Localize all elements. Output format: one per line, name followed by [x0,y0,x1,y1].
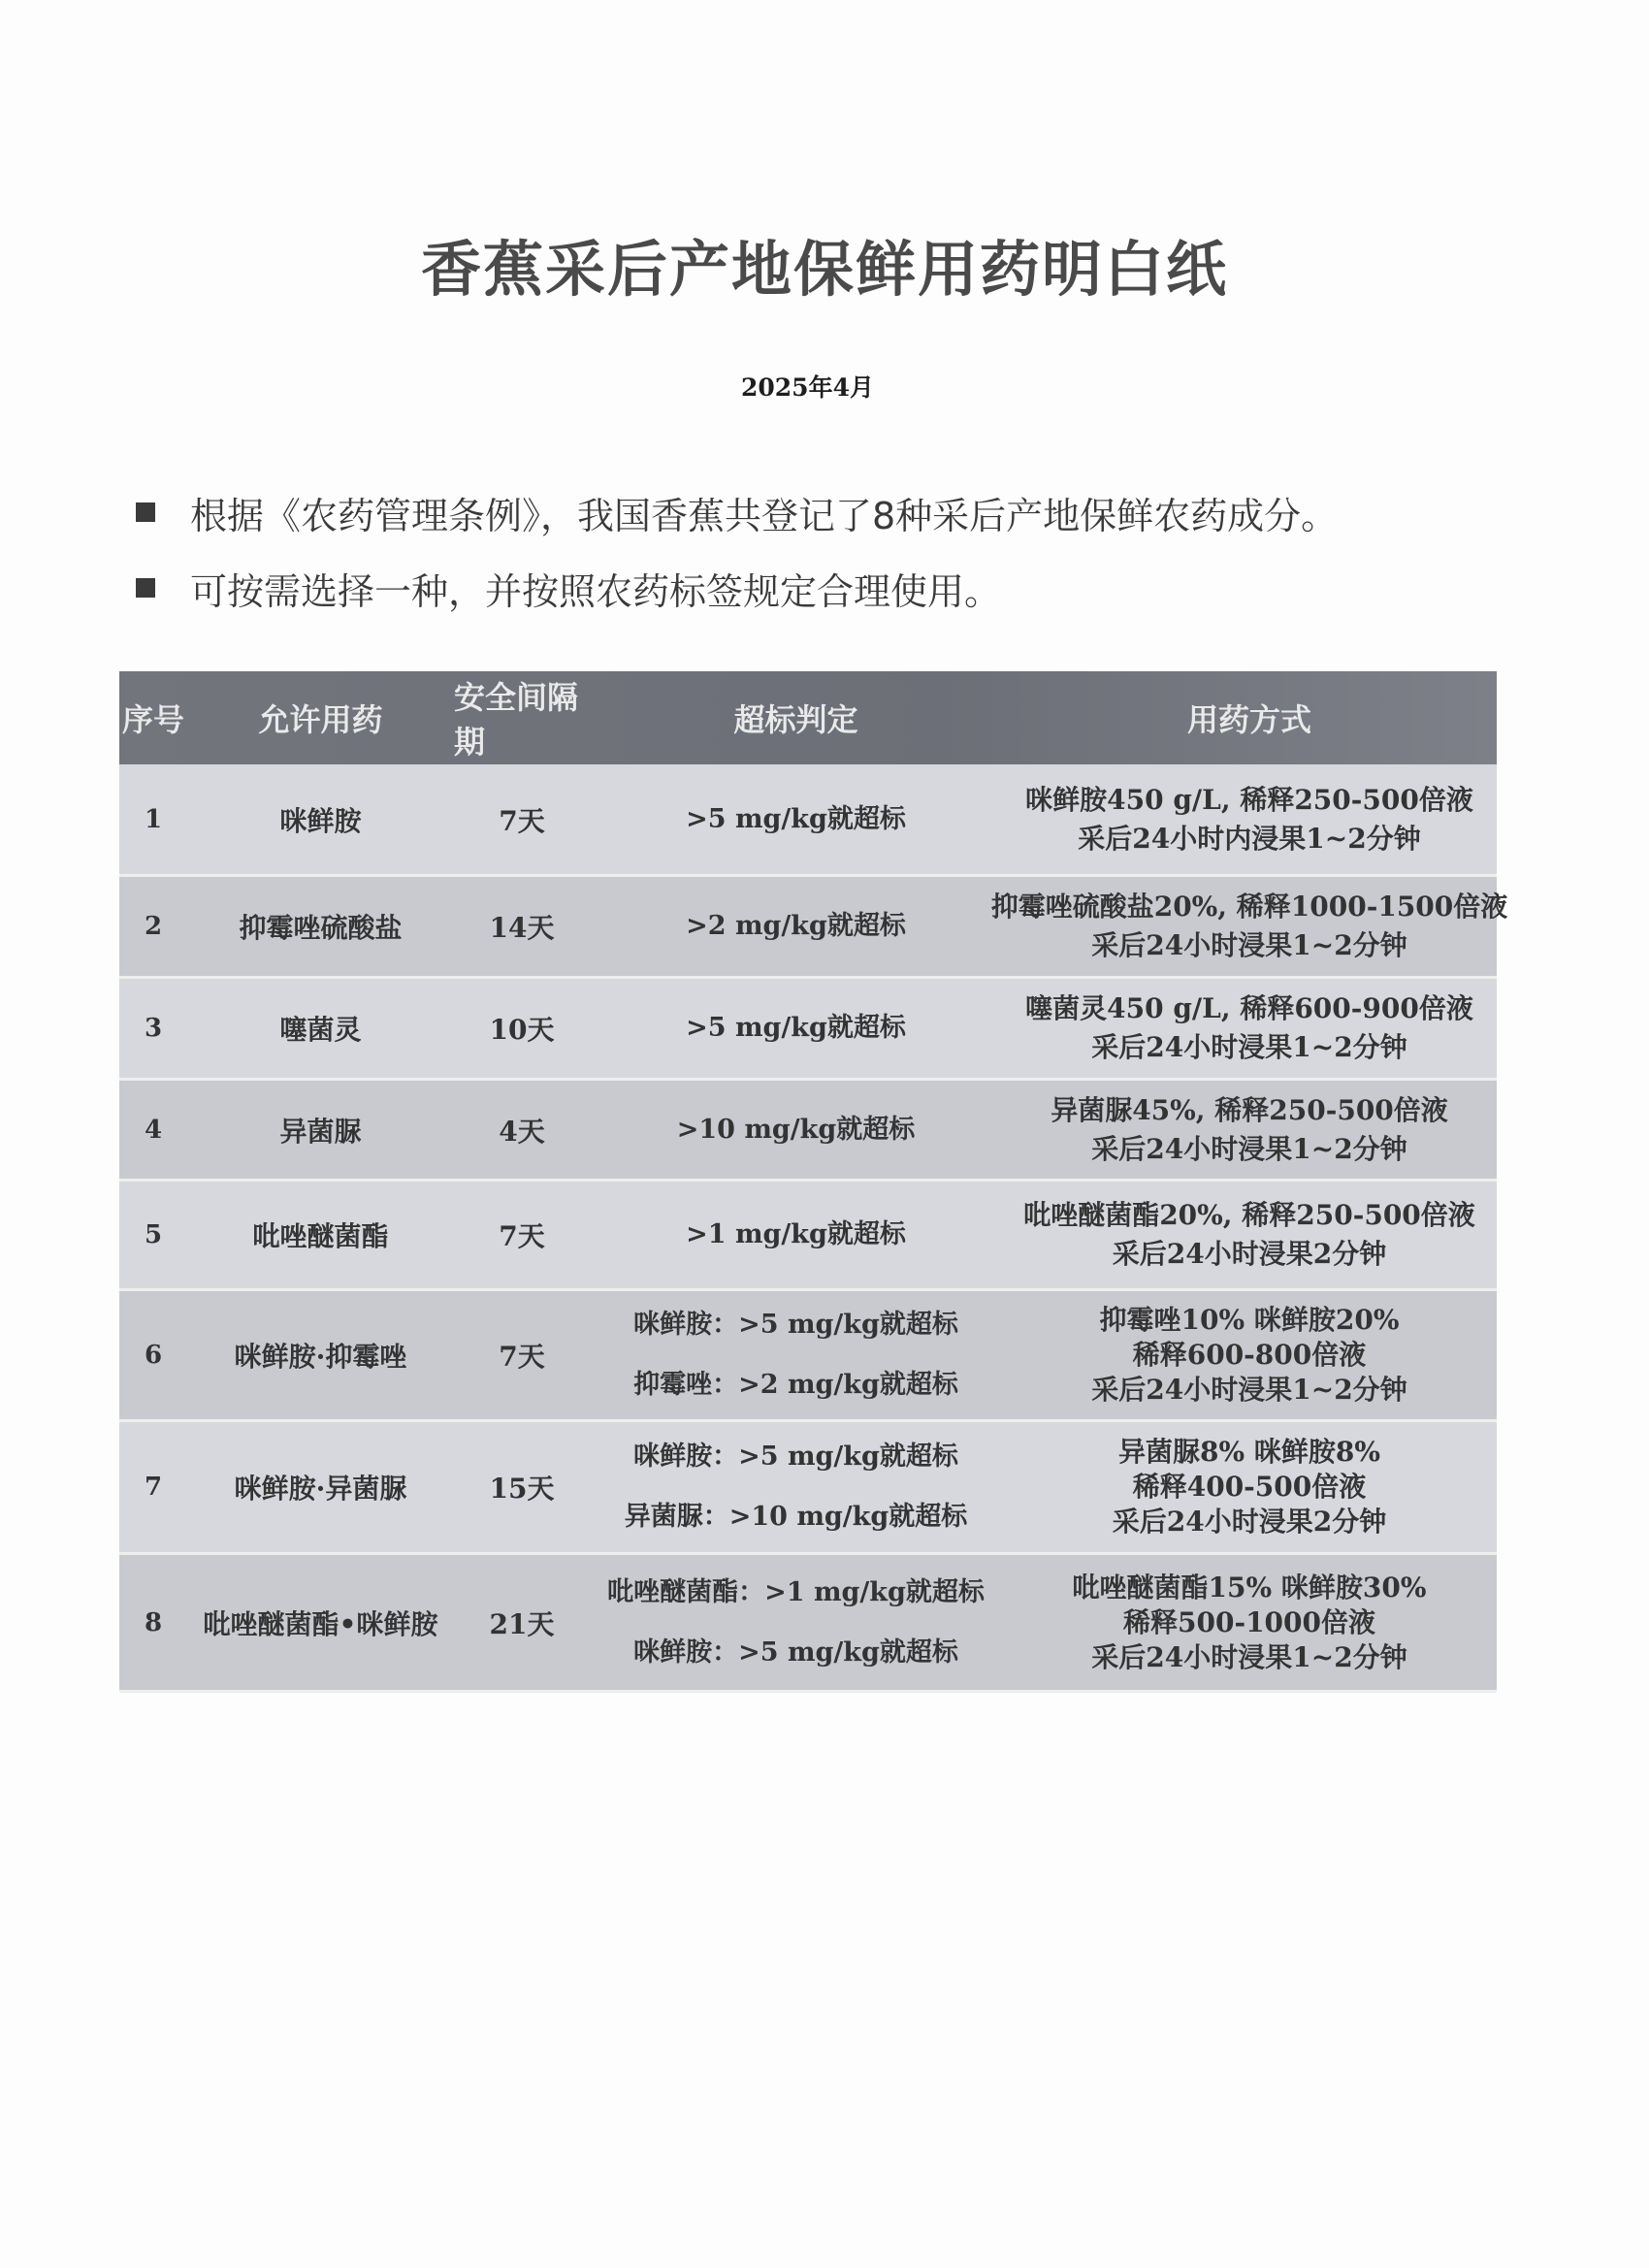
table-row [119,1555,1497,1693]
usage-line: 采后24小时内浸果1~2分钟 [1078,822,1421,855]
cell-mrl [590,764,1002,874]
square-bullet-icon [136,502,155,522]
usage-line: 稀释600-800倍液 [1132,1339,1367,1371]
cell-mrl [590,979,1002,1078]
cell-mrl [590,1081,1002,1179]
cell-drug: 吡唑醚菌酯 [252,1220,389,1252]
cell-interval: 15天 [489,1473,555,1505]
table-row [119,1182,1497,1291]
mrl-line: 异菌脲：>10 mg/kg就超标 [624,1502,968,1532]
usage-line: 采后24小时浸果1~2分钟 [1091,1132,1407,1165]
usage-line: 采后24小时浸果1~2分钟 [1091,1374,1407,1406]
cell-drug: 咪鲜胺·异菌脲 [234,1473,407,1505]
cell-usage [1002,1422,1497,1552]
table-header [119,671,1497,764]
cell-usage [1002,1081,1497,1179]
bullet-item [136,487,1571,537]
header-no: 序号 [121,701,184,738]
mrl-line: 咪鲜胺：>5 mg/kg就超标 [633,1310,958,1340]
usage-line: 吡唑醚菌酯15% 咪鲜胺30% [1072,1571,1427,1604]
cell-no: 1 [144,804,163,834]
cell-mrl [590,1555,1002,1690]
cell-drug: 异菌脲 [279,1115,362,1148]
usage-line: 异菌脲45%, 稀释250-500倍液 [1051,1093,1448,1126]
cell-drug: 吡唑醚菌酯•咪鲜胺 [203,1607,438,1640]
cell-interval: 4天 [499,1115,545,1148]
cell-interval: 21天 [489,1607,555,1640]
mrl-line: 抑霉唑：>2 mg/kg就超标 [633,1370,958,1400]
cell-drug: 咪鲜胺 [279,804,362,837]
cell-interval: 7天 [499,1220,545,1252]
mrl-line: 咪鲜胺：>5 mg/kg就超标 [633,1442,958,1472]
pesticide-table [119,671,1508,1693]
cell-usage [1002,1291,1497,1419]
cell-interval: 14天 [489,912,555,944]
usage-line: 采后24小时浸果1~2分钟 [1091,929,1407,961]
bullet-text: 根据《农药管理条例》，我国香蕉共登记了8种采后产地保鲜农药成分。 [190,494,1339,537]
table-row [119,979,1497,1081]
usage-line: 采后24小时浸果2分钟 [1112,1238,1387,1270]
cell-interval: 7天 [499,804,545,837]
cell-interval: 10天 [489,1014,555,1046]
cell-mrl [590,1422,1002,1552]
cell-no: 8 [144,1607,163,1637]
cell-drug: 咪鲜胺·抑霉唑 [234,1341,407,1373]
mrl-line: 咪鲜胺：>5 mg/kg就超标 [633,1636,958,1668]
bullet-item [136,563,1571,613]
cell-drug: 噻菌灵 [279,1014,362,1046]
usage-line: 抑霉唑10% 咪鲜胺20% [1099,1304,1400,1336]
cell-no: 5 [144,1220,163,1249]
cell-drug: 抑霉唑硫酸盐 [239,912,403,944]
mrl-line: 吡唑醚菌酯：>1 mg/kg就超标 [607,1576,985,1607]
usage-line: 抑霉唑硫酸盐20%, 稀释1000-1500倍液 [990,891,1508,923]
usage-line: 咪鲜胺450 g/L, 稀释250-500倍液 [1025,783,1473,816]
bullet-list [136,487,1571,638]
header-usage: 用药方式 [1186,701,1311,738]
table-row [119,877,1508,979]
usage-line: 采后24小时浸果1~2分钟 [1091,1031,1407,1063]
cell-no: 6 [144,1341,163,1370]
header-mrl: 超标判定 [733,701,858,738]
mrl-line: >5 mg/kg就超标 [686,803,906,834]
usage-line: 吡唑醚菌酯20%, 稀释250-500倍液 [1023,1199,1475,1231]
cell-no: 3 [144,1014,163,1043]
square-bullet-icon [136,578,155,598]
bullet-text: 可按需选择一种，并按照农药标签规定合理使用。 [190,569,1002,613]
cell-usage [1002,979,1497,1078]
publication-date: 2025年4月 [741,373,874,402]
mrl-line: >10 mg/kg就超标 [676,1114,916,1145]
header-drug: 允许用药 [258,701,383,738]
table-row [119,764,1497,877]
mrl-line: >5 mg/kg就超标 [686,1013,906,1043]
table-row [119,1422,1497,1555]
cell-no: 4 [144,1115,163,1145]
cell-no: 2 [144,912,163,941]
cell-mrl [590,1291,1002,1419]
usage-line: 采后24小时浸果1~2分钟 [1091,1640,1407,1673]
cell-mrl [590,877,1002,976]
cell-usage [1002,1182,1497,1288]
cell-usage [1002,1555,1497,1690]
table-row [119,1081,1497,1182]
mrl-line: >2 mg/kg就超标 [686,911,906,941]
cell-interval: 7天 [499,1341,545,1373]
usage-line: 稀释500-1000倍液 [1123,1605,1375,1638]
cell-mrl [590,1182,1002,1288]
cell-usage [990,877,1508,976]
mrl-line: >1 mg/kg就超标 [686,1219,906,1249]
cell-usage [1002,764,1497,874]
usage-line: 噻菌灵450 g/L, 稀释600-900倍液 [1025,992,1473,1024]
usage-line: 异菌脲8% 咪鲜胺8% [1118,1436,1380,1468]
table-row [119,1291,1497,1422]
usage-line: 采后24小时浸果2分钟 [1112,1506,1387,1538]
page-title: 香蕉采后产地保鲜用药明白纸 [420,234,1228,305]
header-interval: 安全间隔期 [454,679,579,761]
cell-no: 7 [144,1473,163,1502]
usage-line: 稀释400-500倍液 [1132,1471,1367,1503]
